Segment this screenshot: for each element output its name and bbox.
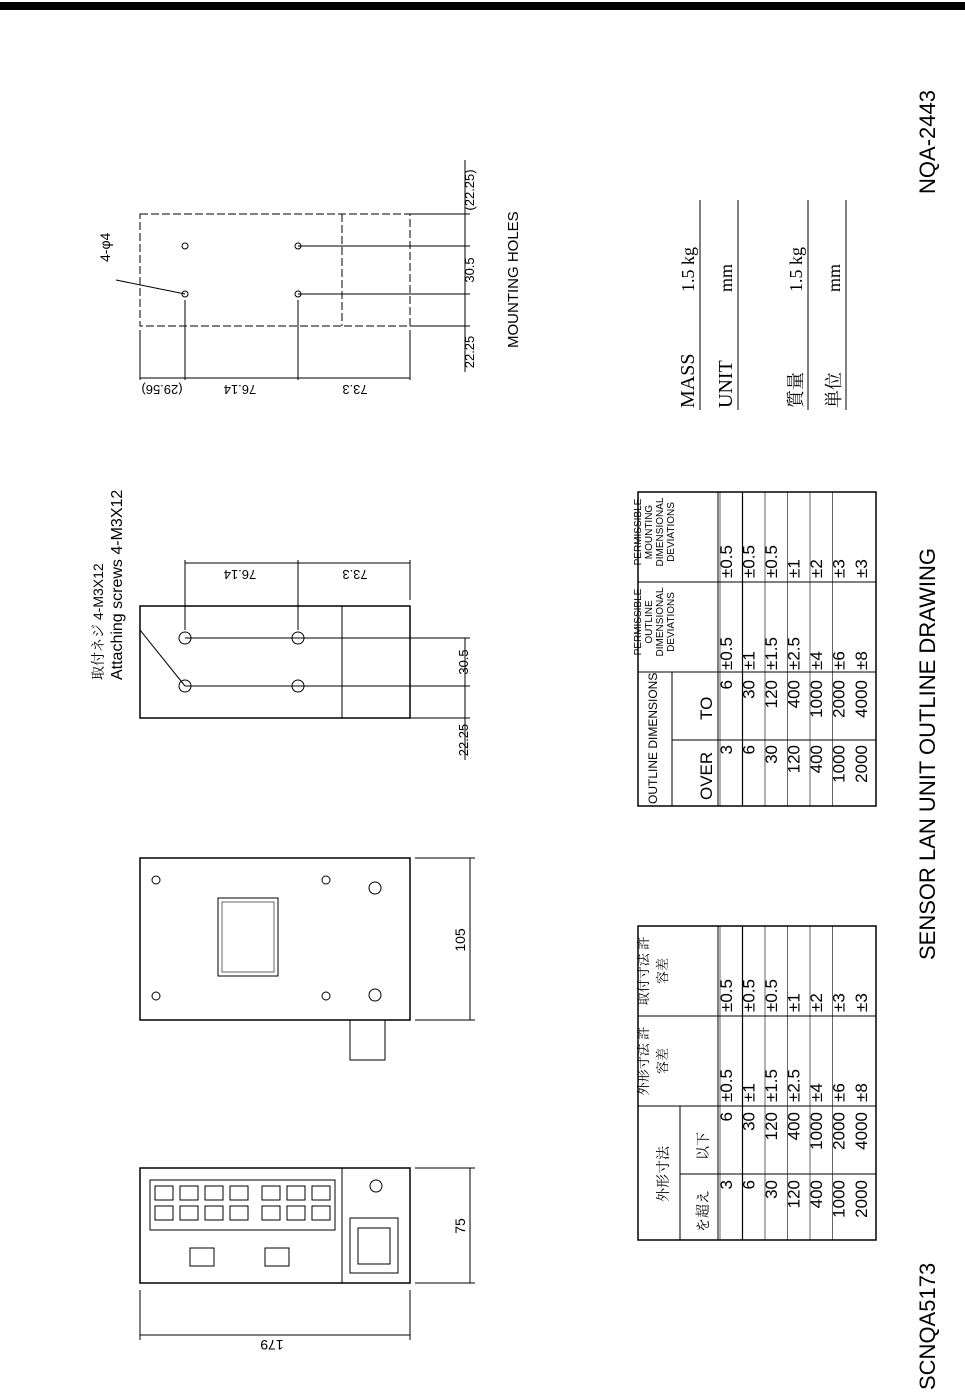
hole-note: 4-φ4: [97, 232, 113, 262]
row-to: 4000: [852, 680, 871, 718]
screw-icon: [322, 876, 330, 884]
row-mount-dev: ±0.5: [762, 545, 781, 578]
row-mount-dev: ±3: [829, 559, 849, 578]
screw-note-en: Attaching screws 4-M3X12: [109, 489, 126, 680]
row-mount-dev: ±3: [829, 993, 849, 1012]
row-outline-dev: ±1: [739, 651, 759, 670]
top-border: [0, 2, 965, 10]
tolerance-table-en: [633, 492, 876, 806]
row-to: 400: [784, 680, 804, 709]
jp-header-outline: 外形寸法: [655, 1146, 671, 1202]
row-outline-dev: ±8: [852, 651, 871, 670]
port-single-2: [265, 1248, 289, 1266]
jp-header-over: を超え: [695, 1190, 711, 1232]
front-width-dim: 179: [260, 1337, 284, 1353]
row-mount-dev: ±3: [852, 993, 871, 1012]
screw-icon: [152, 992, 160, 1000]
connector-plug: [350, 1020, 385, 1060]
side-dim-c: 30.5: [456, 649, 471, 675]
side-dim-b: 73.3: [342, 567, 368, 582]
row-to: 30: [739, 1112, 759, 1131]
side-view: [90, 490, 471, 760]
terminal-block: [350, 1218, 398, 1273]
bottom-dim-e: 30.5: [462, 257, 477, 283]
en-header-outline-dev: PERMISSIBLE OUTLINE DIMENSIONAL DEVIATIONS: [633, 587, 677, 657]
row-to: 1000: [807, 1112, 826, 1150]
bottom-dim-b: 76.14: [223, 382, 257, 397]
row-outline-dev: ±1.5: [762, 637, 781, 670]
row-outline-dev: ±4: [807, 1083, 826, 1102]
row-over: 120: [784, 745, 804, 774]
en-header-over: OVER: [697, 751, 716, 800]
row-over: 1000: [829, 745, 849, 783]
jp-header-to: 以下: [695, 1132, 711, 1160]
ethernet-ports: [150, 1180, 335, 1266]
mass-label-jp: 質量: [786, 372, 806, 408]
row-to: 1000: [807, 680, 826, 718]
mass-value-jp: 1.5 kg: [786, 247, 806, 292]
en-header-to: TO: [697, 696, 716, 720]
row-mount-dev: ±0.5: [717, 545, 736, 578]
en-header-outline: OUTLINE DIMENSIONS: [646, 672, 660, 804]
rj45-port-icon: [180, 1206, 198, 1220]
leader-line: [116, 280, 185, 294]
row-outline-dev: ±1.5: [762, 1069, 781, 1102]
bottom-view: [97, 160, 522, 397]
port-single-1: [190, 1248, 214, 1266]
row-mount-dev: ±2: [807, 559, 826, 578]
bottom-dim-d: (22.25): [462, 169, 477, 211]
rj45-port-icon: [180, 1186, 198, 1200]
row-outline-dev: ±2.5: [784, 1069, 804, 1102]
screw-note-jp: 取付ネジ 4-M3X12: [90, 563, 106, 680]
rj45-port-icon: [287, 1206, 305, 1220]
bottom-dim-a: (29.56): [141, 382, 183, 397]
top-view: [140, 858, 475, 1060]
drawing-title-label: [915, 548, 940, 960]
row-over: 6: [739, 1180, 759, 1190]
row-outline-dev: ±6: [829, 1083, 849, 1102]
row-over: 3: [717, 745, 736, 755]
front-view: [140, 1168, 475, 1353]
rj45-port-icon: [205, 1186, 223, 1200]
screw-icon: [152, 876, 160, 884]
row-mount-dev: ±1: [784, 559, 804, 578]
row-over: 6: [739, 745, 759, 755]
rj45-port-icon: [312, 1186, 330, 1200]
unit-label: UNIT: [715, 360, 737, 408]
row-mount-dev: ±2: [807, 993, 826, 1012]
drawing-number: SCNQA5173: [915, 1262, 940, 1390]
rj45-port-icon: [155, 1206, 173, 1220]
screw-icon: [369, 882, 381, 894]
tolerance-table-jp: [633, 926, 876, 1240]
row-mount-dev: ±0.5: [717, 979, 736, 1012]
row-outline-dev: ±6: [829, 651, 849, 670]
row-outline-dev: ±8: [852, 1083, 871, 1102]
label-plate: [218, 898, 278, 976]
side-body-outline: [140, 606, 410, 718]
row-to: 2000: [829, 680, 849, 718]
row-over: 120: [784, 1180, 804, 1209]
row-to: 120: [762, 1112, 781, 1141]
screw-icon: [322, 992, 330, 1000]
unit-value-jp: mm: [824, 263, 844, 292]
row-over: 2000: [852, 1180, 871, 1218]
row-mount-dev: ±0.5: [762, 979, 781, 1012]
terminal-inner: [358, 1228, 390, 1264]
row-over: 30: [762, 745, 781, 764]
drawing-number-label: [915, 1263, 940, 1390]
jp-header-outline-dev: 外形寸法 許容差: [636, 1026, 670, 1096]
bottom-dim-c: 73.3: [342, 382, 368, 397]
mass-label: MASS: [677, 353, 699, 408]
row-to: 2000: [829, 1112, 849, 1150]
row-to: 400: [784, 1112, 804, 1141]
row-over: 400: [807, 745, 826, 774]
rj45-port-icon: [262, 1186, 280, 1200]
row-to: 6: [717, 680, 736, 690]
row-outline-dev: ±1: [739, 1083, 759, 1102]
bottom-dim-f: 22.25: [462, 335, 477, 369]
bottom-body-outline: [140, 214, 410, 326]
top-height-dim: 105: [452, 928, 468, 952]
ground-screw-icon: [370, 1180, 382, 1192]
row-over: 3: [717, 1180, 736, 1190]
row-to: 120: [762, 680, 781, 709]
row-outline-dev: ±4: [807, 651, 826, 670]
row-over: 2000: [852, 745, 871, 783]
label-plate-inner: [222, 902, 274, 972]
row-mount-dev: ±0.5: [739, 979, 759, 1012]
leader-line: [140, 630, 185, 686]
en-header-mount-dev: PERMISSIBLE MOUNTING DIMENSIONAL DEVIATIONS: [633, 497, 677, 567]
hole-icon: [182, 243, 188, 249]
rj45-port-icon: [230, 1186, 248, 1200]
rj45-port-icon: [230, 1206, 248, 1220]
row-outline-dev: ±0.5: [717, 1069, 736, 1102]
row-mount-dev: ±3: [852, 559, 871, 578]
jp-header-mount-dev: 取付寸法 許容差: [636, 936, 670, 1006]
row-to: 4000: [852, 1112, 871, 1150]
rj45-port-icon: [287, 1186, 305, 1200]
mass-value: 1.5 kg: [678, 247, 698, 292]
row-to: 6: [717, 1112, 736, 1122]
unit-label-jp: 単位: [824, 372, 844, 408]
unit-value: mm: [716, 263, 736, 292]
row-over: 1000: [829, 1180, 849, 1218]
rj45-port-icon: [262, 1206, 280, 1220]
row-to: 30: [739, 680, 759, 699]
port-block: [150, 1180, 335, 1230]
screw-icon: [369, 989, 381, 1001]
side-dim-a: 76.14: [223, 567, 257, 582]
row-over: 400: [807, 1180, 826, 1209]
model-number-label: [915, 90, 940, 194]
mounting-holes-caption: MOUNTING HOLES: [505, 211, 522, 348]
side-dim-d: 22.25: [456, 723, 471, 757]
front-height-dim: 75: [452, 1218, 468, 1234]
mass-unit-block: [677, 200, 846, 410]
rj45-port-icon: [205, 1206, 223, 1220]
rj45-port-icon: [312, 1206, 330, 1220]
model-number: NQA-2443: [915, 90, 940, 194]
row-mount-dev: ±0.5: [739, 545, 759, 578]
row-outline-dev: ±0.5: [717, 637, 736, 670]
row-over: 30: [762, 1180, 781, 1199]
rj45-port-icon: [155, 1186, 173, 1200]
drawing-title: SENSOR LAN UNIT OUTLINE DRAWING: [915, 548, 940, 960]
row-mount-dev: ±1: [784, 993, 804, 1012]
row-outline-dev: ±2.5: [784, 637, 804, 670]
